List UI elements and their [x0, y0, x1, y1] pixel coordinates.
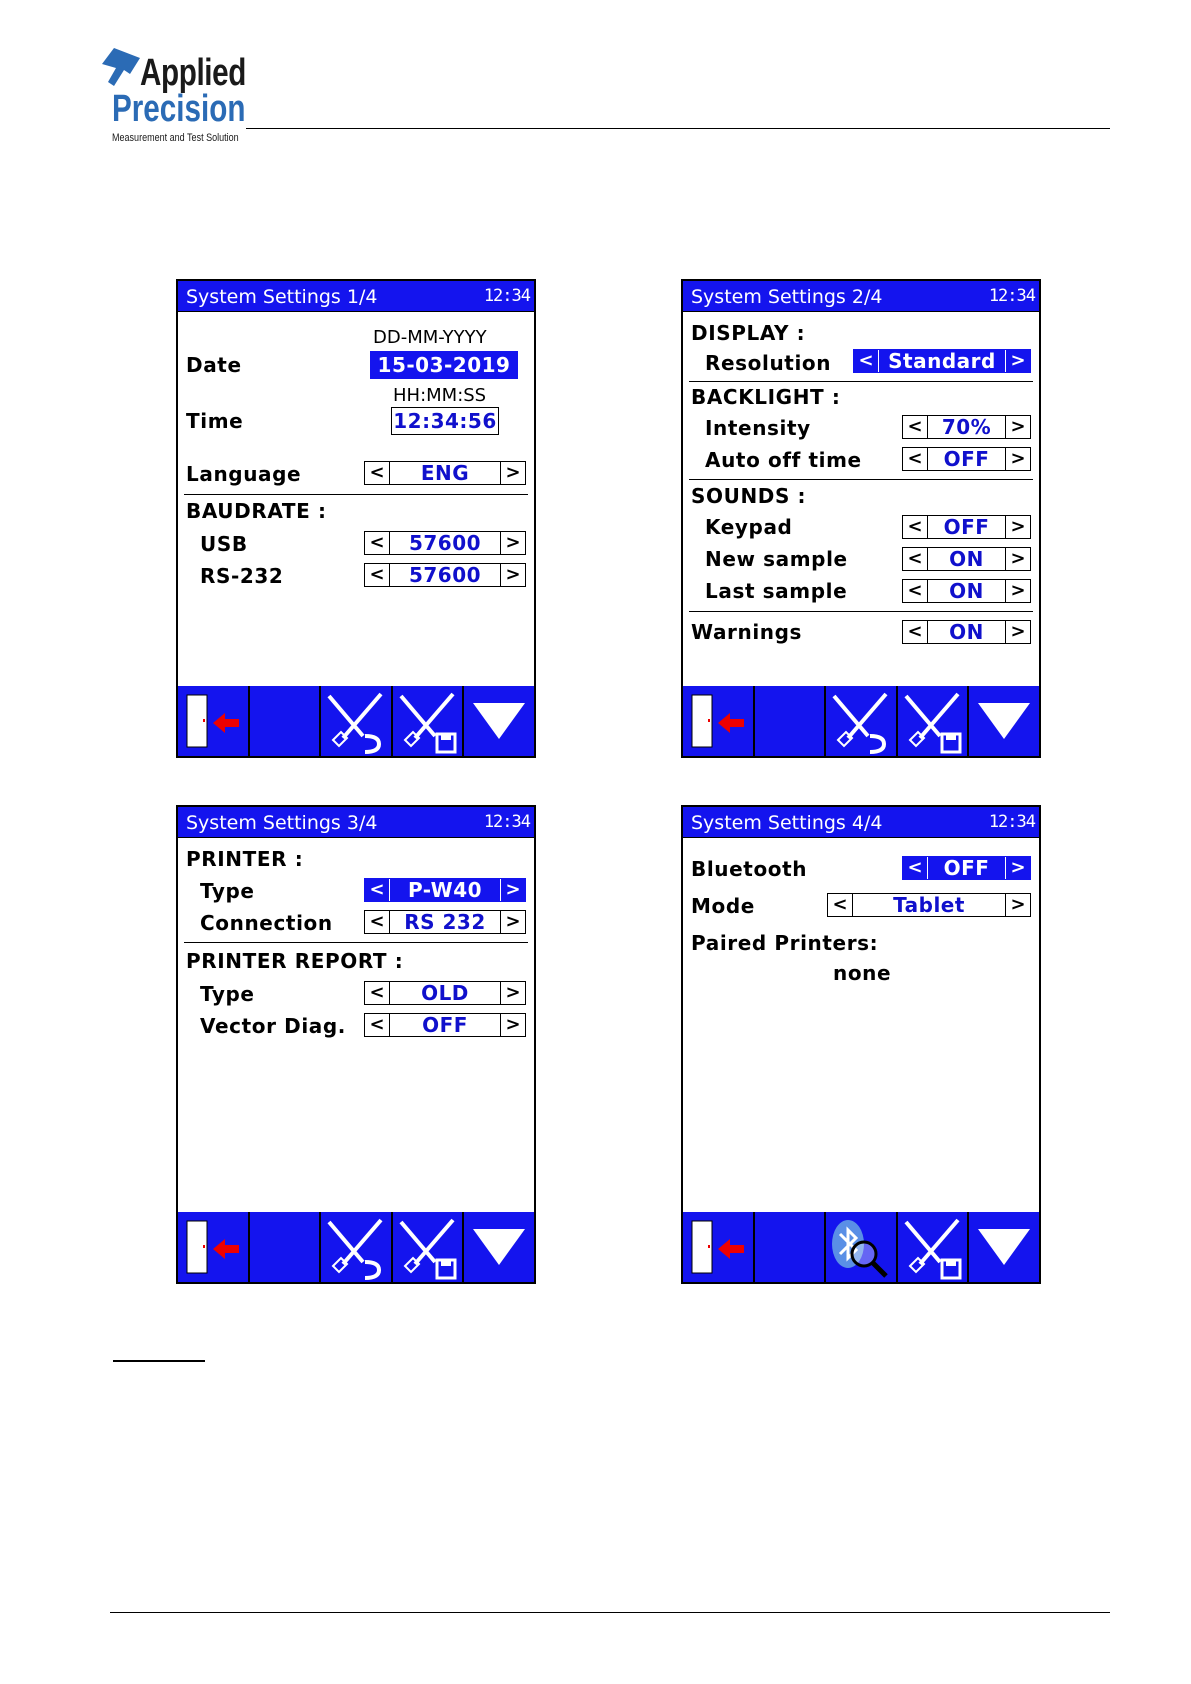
prev-arrow[interactable]: < [365, 1014, 390, 1036]
next-arrow[interactable]: > [1005, 448, 1030, 470]
down-triangle-icon [976, 701, 1032, 741]
resolution-selector[interactable] [853, 349, 1031, 373]
empty-softkey [250, 1212, 320, 1282]
bottom-toolbar [178, 1212, 534, 1282]
divider [689, 611, 1033, 612]
screen-title: System Settings 1/4 [186, 286, 378, 308]
bluetooth-selector[interactable] [902, 856, 1031, 880]
prev-arrow[interactable]: < [903, 580, 928, 602]
next-arrow[interactable]: > [1005, 580, 1030, 602]
save-settings-button[interactable] [393, 686, 463, 756]
section-underline [113, 1360, 205, 1362]
printer-type-selector[interactable] [364, 878, 526, 902]
bottom-toolbar [683, 686, 1039, 756]
usb-baudrate-selector[interactable] [364, 531, 526, 555]
prev-arrow[interactable]: < [365, 564, 390, 586]
prev-arrow[interactable]: < [365, 911, 390, 933]
paired-printers-value: none [833, 961, 892, 985]
empty-softkey [755, 1212, 825, 1282]
empty-softkey [755, 686, 825, 756]
screen-system-settings-1 [176, 279, 536, 758]
auto-off-selector[interactable] [902, 447, 1031, 471]
language-value: ENG [420, 461, 470, 485]
date-field[interactable]: 15-03-2019 [370, 351, 518, 379]
mode-value: Tablet [893, 893, 965, 917]
auto-off-label: Auto off time [705, 448, 862, 472]
vector-diag-label: Vector Diag. [200, 1014, 346, 1038]
vector-diag-selector[interactable] [364, 1013, 526, 1037]
next-arrow[interactable]: > [1005, 516, 1030, 538]
mode-selector[interactable] [827, 893, 1031, 917]
date-format-hint: DD-MM-YYYY [373, 327, 487, 348]
printer-report-heading: PRINTER REPORT : [186, 949, 404, 973]
sounds-heading: SOUNDS : [691, 484, 807, 508]
next-page-button[interactable] [464, 686, 534, 756]
connection-label: Connection [200, 911, 333, 935]
exit-door-icon [183, 1217, 243, 1277]
tools-save-icon [395, 688, 461, 754]
printer-type-label: Type [200, 879, 255, 903]
title-bar [178, 807, 534, 838]
printer-type-value: P-W40 [407, 878, 483, 902]
next-arrow[interactable]: > [500, 879, 525, 901]
save-settings-button[interactable] [898, 686, 968, 756]
save-settings-button[interactable] [898, 1212, 968, 1282]
tools-save-icon [900, 688, 966, 754]
rs232-baudrate-selector[interactable] [364, 563, 526, 587]
screen-system-settings-4 [681, 805, 1041, 1284]
footer-rule [110, 1612, 1110, 1613]
tools-save-icon [900, 1214, 966, 1280]
resolution-label: Resolution [705, 351, 832, 375]
next-arrow[interactable]: > [1005, 548, 1030, 570]
auto-off-value: OFF [943, 447, 990, 471]
divider [689, 381, 1033, 382]
logo-word-precision: Precision [112, 88, 246, 130]
divider [184, 494, 528, 495]
exit-button[interactable] [178, 1212, 248, 1282]
bottom-toolbar [683, 1212, 1039, 1282]
clock: 12:34 [483, 812, 530, 832]
last-sample-value: ON [949, 579, 984, 603]
intensity-selector[interactable] [902, 415, 1031, 439]
next-arrow[interactable]: > [500, 911, 525, 933]
prev-arrow[interactable]: < [365, 532, 390, 554]
next-page-button[interactable] [464, 1212, 534, 1282]
applied-precision-logo [100, 46, 250, 146]
empty-softkey [250, 686, 320, 756]
connection-selector[interactable] [364, 910, 526, 934]
intensity-value: 70% [941, 415, 992, 439]
resolution-value: Standard [888, 349, 996, 373]
mode-label: Mode [691, 894, 755, 918]
prev-arrow[interactable]: < [903, 448, 928, 470]
next-arrow[interactable]: > [500, 1014, 525, 1036]
date-label: Date [186, 353, 242, 377]
screen-system-settings-3 [176, 805, 536, 1284]
next-arrow[interactable]: > [1005, 621, 1030, 643]
exit-button[interactable] [683, 686, 753, 756]
vector-diag-value: OFF [422, 1013, 468, 1037]
prev-arrow[interactable]: < [903, 416, 928, 438]
next-arrow[interactable]: > [1005, 350, 1030, 372]
screen-title: System Settings 3/4 [186, 812, 378, 834]
prev-arrow[interactable]: < [365, 982, 390, 1004]
prev-arrow[interactable]: < [828, 894, 853, 916]
display-heading: DISPLAY : [691, 321, 806, 345]
new-sample-selector[interactable] [902, 547, 1031, 571]
restore-defaults-button[interactable] [321, 686, 391, 756]
screen-title: System Settings 2/4 [691, 286, 883, 308]
save-settings-button[interactable] [393, 1212, 463, 1282]
warnings-label: Warnings [691, 620, 803, 644]
clock: 12:34 [988, 286, 1035, 306]
exit-door-icon [688, 1217, 748, 1277]
prev-arrow[interactable]: < [903, 621, 928, 643]
new-sample-label: New sample [705, 547, 848, 571]
bluetooth-value: OFF [943, 856, 990, 880]
divider [689, 479, 1033, 480]
prev-arrow[interactable]: < [365, 462, 390, 484]
rs232-label: RS-232 [200, 564, 284, 588]
time-field[interactable]: 12:34:56 [391, 407, 499, 435]
language-label: Language [186, 462, 302, 486]
clock: 12:34 [988, 812, 1035, 832]
paired-printers-label: Paired Printers: [691, 931, 879, 955]
report-type-label: Type [200, 982, 255, 1006]
baudrate-heading: BAUDRATE : [186, 499, 327, 523]
connection-value: RS 232 [404, 910, 486, 934]
restore-defaults-button[interactable] [321, 1212, 391, 1282]
next-arrow[interactable]: > [1005, 857, 1030, 879]
rs232-baudrate-value: 57600 [408, 563, 482, 587]
exit-button[interactable] [683, 1212, 753, 1282]
report-type-selector[interactable] [364, 981, 526, 1005]
next-arrow[interactable]: > [1005, 416, 1030, 438]
logo-tagline: Measurement and Test Solution [112, 132, 239, 144]
bluetooth-search-icon [828, 1214, 894, 1280]
time-label: Time [186, 409, 244, 433]
next-page-button[interactable] [969, 1212, 1039, 1282]
prev-arrow[interactable]: < [903, 857, 928, 879]
restore-defaults-button[interactable] [826, 686, 896, 756]
report-type-value: OLD [421, 981, 469, 1005]
next-arrow[interactable]: > [500, 462, 525, 484]
language-selector[interactable] [364, 461, 526, 485]
exit-door-icon [688, 691, 748, 751]
down-triangle-icon [976, 1227, 1032, 1267]
next-arrow[interactable]: > [500, 564, 525, 586]
bluetooth-label: Bluetooth [691, 857, 808, 881]
last-sample-label: Last sample [705, 579, 848, 603]
tools-undo-icon [323, 688, 389, 754]
keypad-value: OFF [943, 515, 990, 539]
down-triangle-icon [471, 1227, 527, 1267]
next-page-button[interactable] [969, 686, 1039, 756]
usb-baudrate-value: 57600 [408, 531, 482, 555]
title-bar [683, 281, 1039, 312]
exit-door-icon [183, 691, 243, 751]
keypad-selector[interactable] [902, 515, 1031, 539]
screen-title: System Settings 4/4 [691, 812, 883, 834]
logo-word-applied: Applied [140, 52, 246, 94]
intensity-label: Intensity [705, 416, 811, 440]
printer-heading: PRINTER : [186, 847, 304, 871]
backlight-heading: BACKLIGHT : [691, 385, 841, 409]
title-bar [683, 807, 1039, 838]
time-format-hint: HH:MM:SS [393, 385, 487, 406]
bottom-toolbar [178, 686, 534, 756]
tools-save-icon [395, 1214, 461, 1280]
usb-label: USB [200, 532, 248, 556]
next-arrow[interactable]: > [500, 982, 525, 1004]
logo-arrow-icon [100, 46, 144, 92]
divider [184, 942, 528, 943]
bluetooth-search-button[interactable] [826, 1212, 896, 1282]
header-rule [246, 128, 1110, 129]
exit-button[interactable] [178, 686, 248, 756]
title-bar [178, 281, 534, 312]
last-sample-selector[interactable] [902, 579, 1031, 603]
screen-system-settings-2 [681, 279, 1041, 758]
prev-arrow[interactable]: < [903, 516, 928, 538]
warnings-selector[interactable] [902, 620, 1031, 644]
keypad-label: Keypad [705, 515, 793, 539]
tools-undo-icon [323, 1214, 389, 1280]
prev-arrow[interactable]: < [365, 879, 390, 901]
next-arrow[interactable]: > [1005, 894, 1030, 916]
prev-arrow[interactable]: < [854, 350, 879, 372]
prev-arrow[interactable]: < [903, 548, 928, 570]
down-triangle-icon [471, 701, 527, 741]
warnings-value: ON [949, 620, 984, 644]
clock: 12:34 [483, 286, 530, 306]
new-sample-value: ON [949, 547, 984, 571]
tools-undo-icon [828, 688, 894, 754]
next-arrow[interactable]: > [500, 532, 525, 554]
